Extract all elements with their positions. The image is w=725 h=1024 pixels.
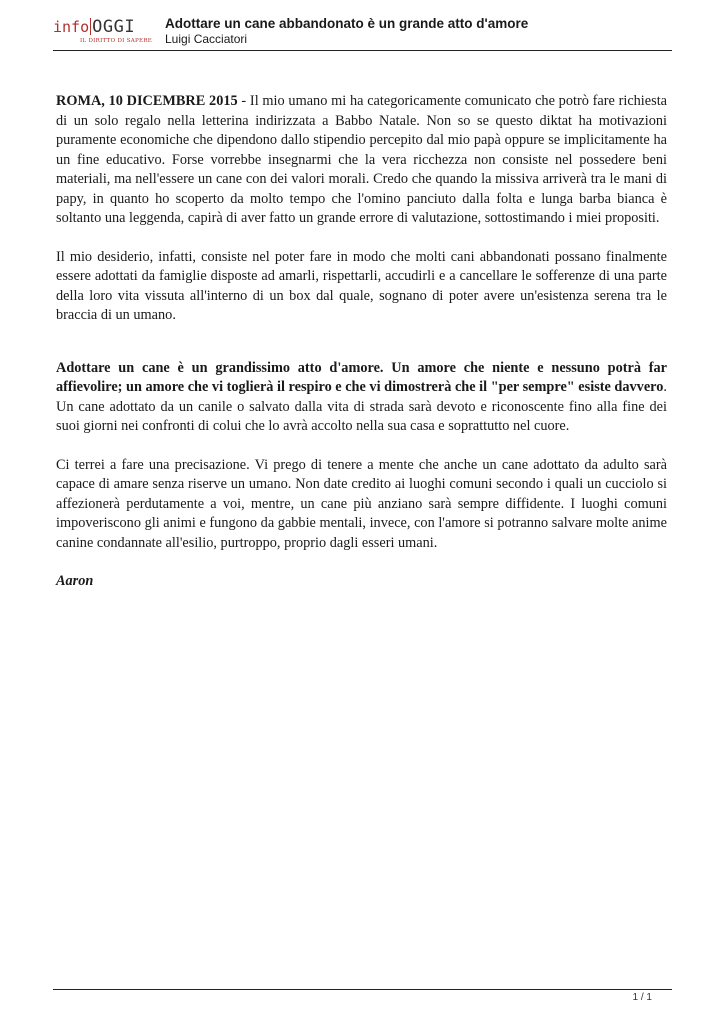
paragraph-2 [56,248,667,326]
document-author: Luigi Cacciatori [165,32,248,46]
page-footer [53,989,672,1003]
dateline: ROMA, 10 DICEMBRE 2015 [56,93,238,109]
paragraph-4 [56,456,667,554]
document-title: Adottare un cane abbandonato è un grande atto d'amore [165,16,529,31]
header-text [165,16,528,47]
paragraph-3 [56,359,667,437]
signature-paragraph [56,572,667,592]
logo-info-text: info [53,18,90,36]
infooggi-logo [53,18,157,48]
page-number: 1 / 1 [632,992,652,1003]
logo-divider [90,18,91,35]
article-body [56,92,667,611]
paragraph-4-text: Ci terrei a fare una precisazione. Vi prego di tenere a mente che anche un cane adottato da adulto sarà capace di amare senza riserve un umano. Non date credito ai luoghi comuni secondo i quali un cucciolo si affezionerà perdutamente a voi, mentre, un cane più anziano sarà sempre diffidente. I luoghi comuni impoveriscono gli animi e fungono da gabbie mentali, invece, con l'amore si potranno salvare molte anime canine condannate all'esilio, purtroppo, proprio dagli esseri umani. [56,456,667,551]
paragraph-3-text: . Un cane adottato da un canile o salvato dalla vita di strada sarà devoto e riconoscente fino alla fine dei suoi giorni nei confronti di colui che lo avrà accolto nella sua casa e soprattutto nel cuore. [56,379,667,434]
logo-wordmark [53,18,135,36]
logo-oggi-text: OGGI [92,17,136,37]
signature: Aaron [56,573,94,589]
paragraph-1-text: - Il mio umano mi ha categoricamente comunicato che potrò fare richiesta di un solo regalo nella letterina indirizzata a Babbo Natale. Non so se questo diktat ha motivazioni puramente economiche che dipendono dallo stipendio percepito dal mio papà oppure se implicitamente ha un fine educativo. Forse vorrebbe insegnarmi che la vera ricchezza non consiste nel possedere beni materiali, ma nell'essere un cane con dei valori morali. Credo che quando la missiva arriverà tra le mani di papy, in quanto ho scoperto da molto tempo che l'omino panciuto dalla folta e lunga barba bianca è soltanto una leggenda, capirà di aver fatto un grande errore di valutazione, sottostimando i miei propositi. [56,93,668,226]
logo-tagline: IL DIRITTO DI SAPERE [80,38,153,44]
paragraph-3-bold-text: Adottare un cane è un grandissimo atto d'amore. Un amore che niente e nessuno potrà far affievolire; un amore che vi toglierà il respiro e che vi dimostrerà che il "per sempre" esiste davvero [56,359,667,395]
paragraph-2-text: Il mio desiderio, infatti, consiste nel poter fare in modo che molti cani abbandonati possano finalmente essere adottati da famiglie disposte ad amarli, rispettarli, accudirli e a cancellare le sofferenze di una parte della loro vita vissuta all'interno di un box dal quale, sognano di poter avere un'esistenza serena tra le braccia di un umano. [56,248,667,323]
paragraph-1 [56,92,667,229]
page-header [53,14,672,51]
